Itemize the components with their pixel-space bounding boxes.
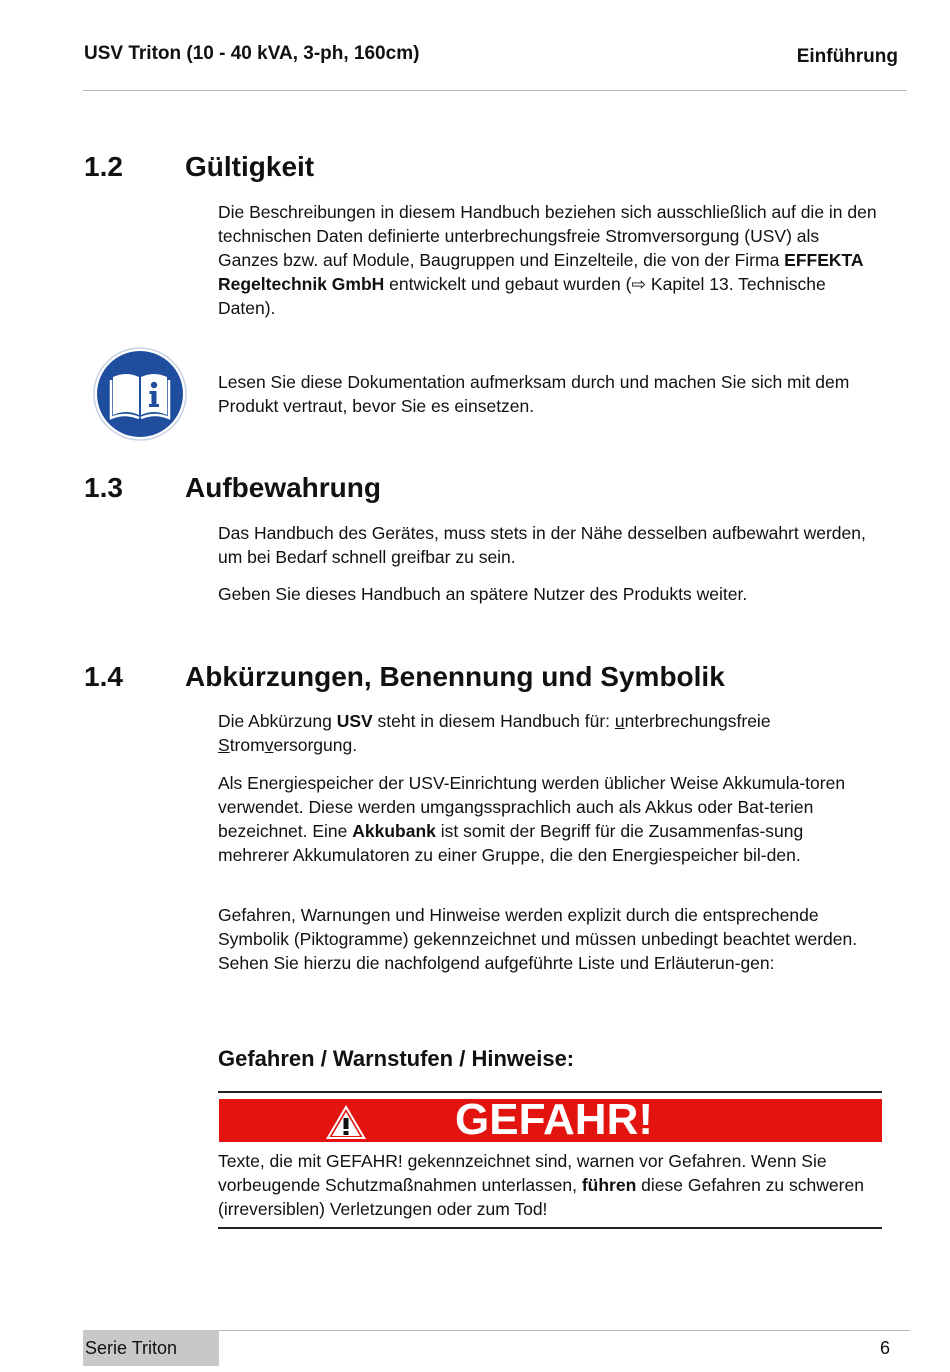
section-1-3-paragraph-2: Geben Sie dieses Handbuch an spätere Nutzer des Produkts weiter. [218,584,748,604]
header-title: USV Triton (10 - 40 kVA, 3-ph, 160cm) [84,43,420,64]
info-book-icon [93,347,187,441]
info-note-text: Lesen Sie diese Dokumentation aufmerksam durch und machen Sie sich mit dem Produkt vertraut, bevor Sie es einsetzen. [218,372,850,416]
section-1-4-paragraph-3: Gefahren, Warnungen und Hinweise werden explizit durch die entsprechende Symbolik (Piktogramme) gekennzeichnet und müssen unbedingt beachtet werden. Sehen Sie hierzu die nachfolgend aufgeführte Liste und Erläuterun-gen: [218,905,858,973]
hazard-bottom-rule [218,1227,882,1229]
section-1-2-paragraph: Die Beschreibungen in diesem Handbuch beziehen sich ausschließlich auf die in den technischen Daten definierte unterbrechungsfreie Stromversorgung (USV) als Ganzes bzw. auf Module, Baugruppen und Einzelteile, die von der Firma EFFEKTA Regeltechnik GmbH entwickelt und gebaut wurden (⇨ Kapitel 13. Technische Daten). [218,202,877,318]
hazard-top-rule [218,1091,882,1093]
section-1-2-number: 1.2 [84,151,123,182]
section-1-4-paragraph-1: Die Abkürzung USV steht in diesem Handbuch für: unterbrechungsfreie Stromversorgung. [218,711,771,755]
warning-triangle-icon [324,1103,368,1141]
section-1-3-paragraph-1: Das Handbuch des Gerätes, muss stets in der Nähe desselben aufbewahrt werden, um bei Bedarf schnell greifbar zu sein. [218,523,866,567]
footer-divider [219,1330,910,1331]
danger-description: Texte, die mit GEFAHR! gekennzeichnet sind, warnen vor Gefahren. Wenn Sie vorbeugende Schutzmaßnahmen unterlassen, führen diese Gefahren zu schweren (irreversiblen) Verletzungen oder zum Tod! [218,1151,864,1219]
hazard-subheading: Gefahren / Warnstufen / Hinweise: [218,1046,575,1071]
company-name: EFFEKTA Regeltechnik GmbH [218,250,863,294]
section-1-3-number: 1.3 [84,472,123,503]
footer-series-box [83,1330,219,1366]
header-chapter: Einführung [796,46,898,67]
arrow-right-icon: ⇨ [631,274,647,294]
section-1-3-title: Aufbewahrung [185,472,381,503]
danger-label: GEFAHR! [455,1095,653,1144]
section-1-4-paragraph-2: Als Energiespeicher der USV-Einrichtung werden üblicher Weise Akkumula-toren verwendet. Diese werden umgangssprachlich auch als Akkus oder Bat-terien bezeichnet. Eine Akkubank ist somit der Begriff für die Zusammenfas-sung mehrerer Akkumulatoren zu einer Gruppe, die den Energiespeicher bil-den. [218,773,846,865]
danger-banner [219,1095,882,1144]
footer-series: Serie Triton [85,1338,178,1358]
section-1-2-title: Gültigkeit [185,151,315,182]
section-1-4-number: 1.4 [84,661,123,692]
section-1-4-title: Abkürzungen, Benennung und Symbolik [185,661,725,692]
header-divider [83,90,907,91]
page-number: 6 [879,1338,890,1358]
